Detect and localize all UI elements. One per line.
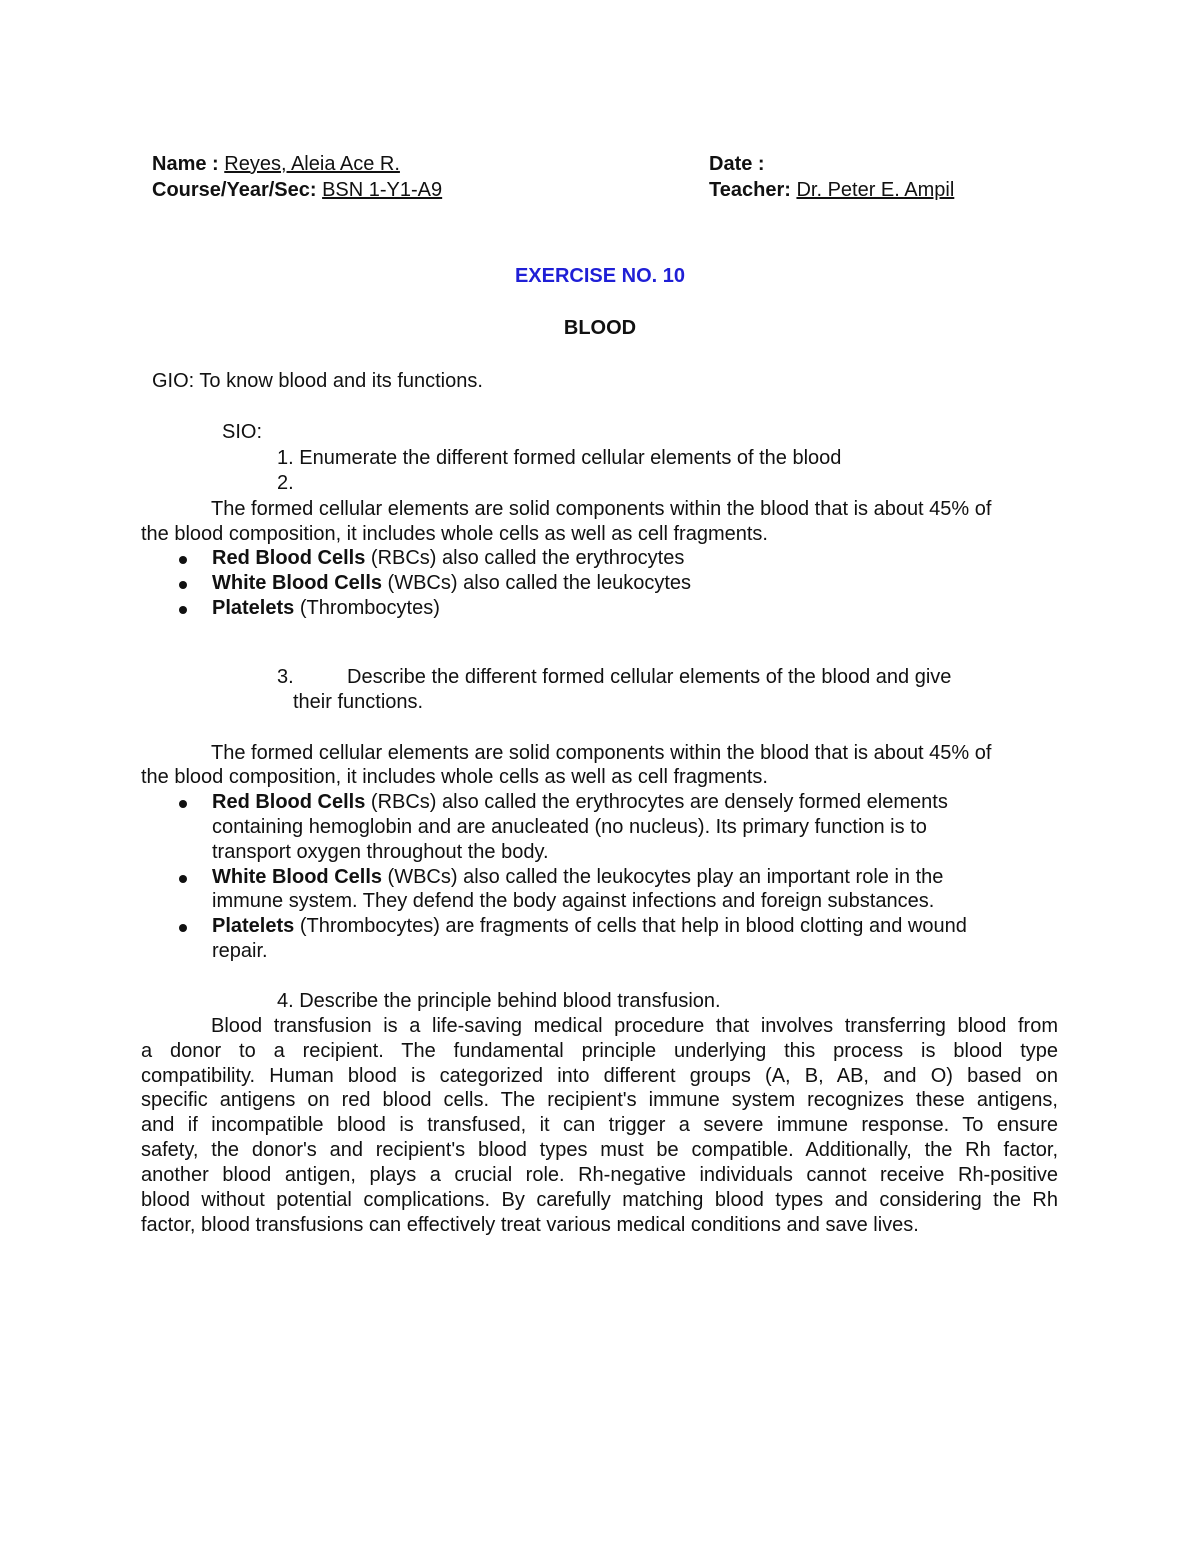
term: Red Blood Cells <box>212 547 366 569</box>
sio-label: SIO: <box>222 421 263 443</box>
course-value: BSN 1-Y1-A9 <box>322 179 443 201</box>
transfusion-line: safety, the donor's and recipient's blood types must be compatible. Additionally, the Rh factor, <box>141 1139 1058 1161</box>
term: Platelets <box>212 915 295 937</box>
bullet-icon <box>179 581 187 589</box>
list-continuation: transport oxygen throughout the body. <box>212 841 549 863</box>
term-desc: (Thrombocytes) <box>294 597 440 619</box>
question-1: 1. Enumerate the different formed cellular elements of the blood <box>277 447 842 469</box>
question-3-number: 3. <box>277 666 294 688</box>
list-continuation: containing hemoglobin and are anucleated (no nucleus). Its primary function is to <box>212 816 927 838</box>
teacher-label: Teacher: <box>709 179 791 201</box>
name-row <box>152 153 400 176</box>
bullet-icon <box>179 606 187 614</box>
transfusion-line: and if incompatible blood is transfused, it can trigger a severe immune response. To ensure <box>141 1114 1058 1136</box>
transfusion-line: factor, blood transfusions can effectively treat various medical conditions and save lives. <box>141 1214 919 1236</box>
transfusion-line: another blood antigen, plays a crucial role. Rh-negative individuals cannot receive Rh-positive <box>141 1164 1058 1186</box>
date-label: Date : <box>709 153 765 175</box>
term: Red Blood Cells <box>212 791 366 813</box>
term: White Blood Cells <box>212 866 382 888</box>
transfusion-line: a donor to a recipient. The fundamental principle underlying this process is blood type <box>141 1040 1058 1062</box>
bullet-icon <box>179 800 187 808</box>
term-desc: (Thrombocytes) are fragments of cells that help in blood clotting and wound <box>294 915 967 937</box>
topic-title: BLOOD <box>563 317 637 339</box>
bullet-icon <box>179 924 187 932</box>
bullet-icon <box>179 875 187 883</box>
transfusion-line: specific antigens on red blood cells. The recipient's immune system recognizes these antigens, <box>141 1089 1058 1111</box>
bullet-icon <box>179 556 187 564</box>
question-3-line-2: their functions. <box>293 691 424 713</box>
question-2: 2. <box>277 472 294 494</box>
list-continuation: repair. <box>212 940 268 962</box>
gio-text: GIO: To know blood and its functions. <box>152 370 483 392</box>
term-desc: (RBCs) also called the erythrocytes are densely formed elements <box>365 791 948 813</box>
term: Platelets <box>212 597 295 619</box>
transfusion-line: Blood transfusion is a life-saving medical procedure that involves transferring blood from <box>211 1015 1058 1037</box>
exercise-title: EXERCISE NO. 10 <box>514 265 686 287</box>
term-desc: (WBCs) also called the leukocytes play an important role in the <box>382 866 944 888</box>
name-label: Name : <box>152 153 219 175</box>
transfusion-line: compatibility. Human blood is categorized into different groups (A, B, AB, and O) based on <box>141 1065 1058 1087</box>
intro2-line-2: the blood composition, it includes whole cells as well as cell fragments. <box>141 766 768 788</box>
list-continuation: immune system. They defend the body against infections and foreign substances. <box>212 890 935 912</box>
teacher-row <box>709 179 954 202</box>
term: White Blood Cells <box>212 572 382 594</box>
course-row <box>152 179 442 202</box>
course-label: Course/Year/Sec: <box>152 179 317 201</box>
transfusion-line: blood without potential complications. By carefully matching blood types and considering the Rh <box>141 1189 1058 1211</box>
intro-line-1: The formed cellular elements are solid components within the blood that is about 45% of <box>211 498 992 520</box>
term-desc: (RBCs) also called the erythrocytes <box>365 547 685 569</box>
term-desc: (WBCs) also called the leukocytes <box>382 572 692 594</box>
question-3-line-1: Describe the different formed cellular elements of the blood and give <box>347 666 952 688</box>
question-4: 4. Describe the principle behind blood transfusion. <box>277 990 721 1012</box>
intro-line-2: the blood composition, it includes whole cells as well as cell fragments. <box>141 523 768 545</box>
name-value: Reyes, Aleia Ace R. <box>224 153 400 175</box>
teacher-value: Dr. Peter E. Ampil <box>796 179 955 201</box>
intro2-line-1: The formed cellular elements are solid components within the blood that is about 45% of <box>211 742 992 764</box>
